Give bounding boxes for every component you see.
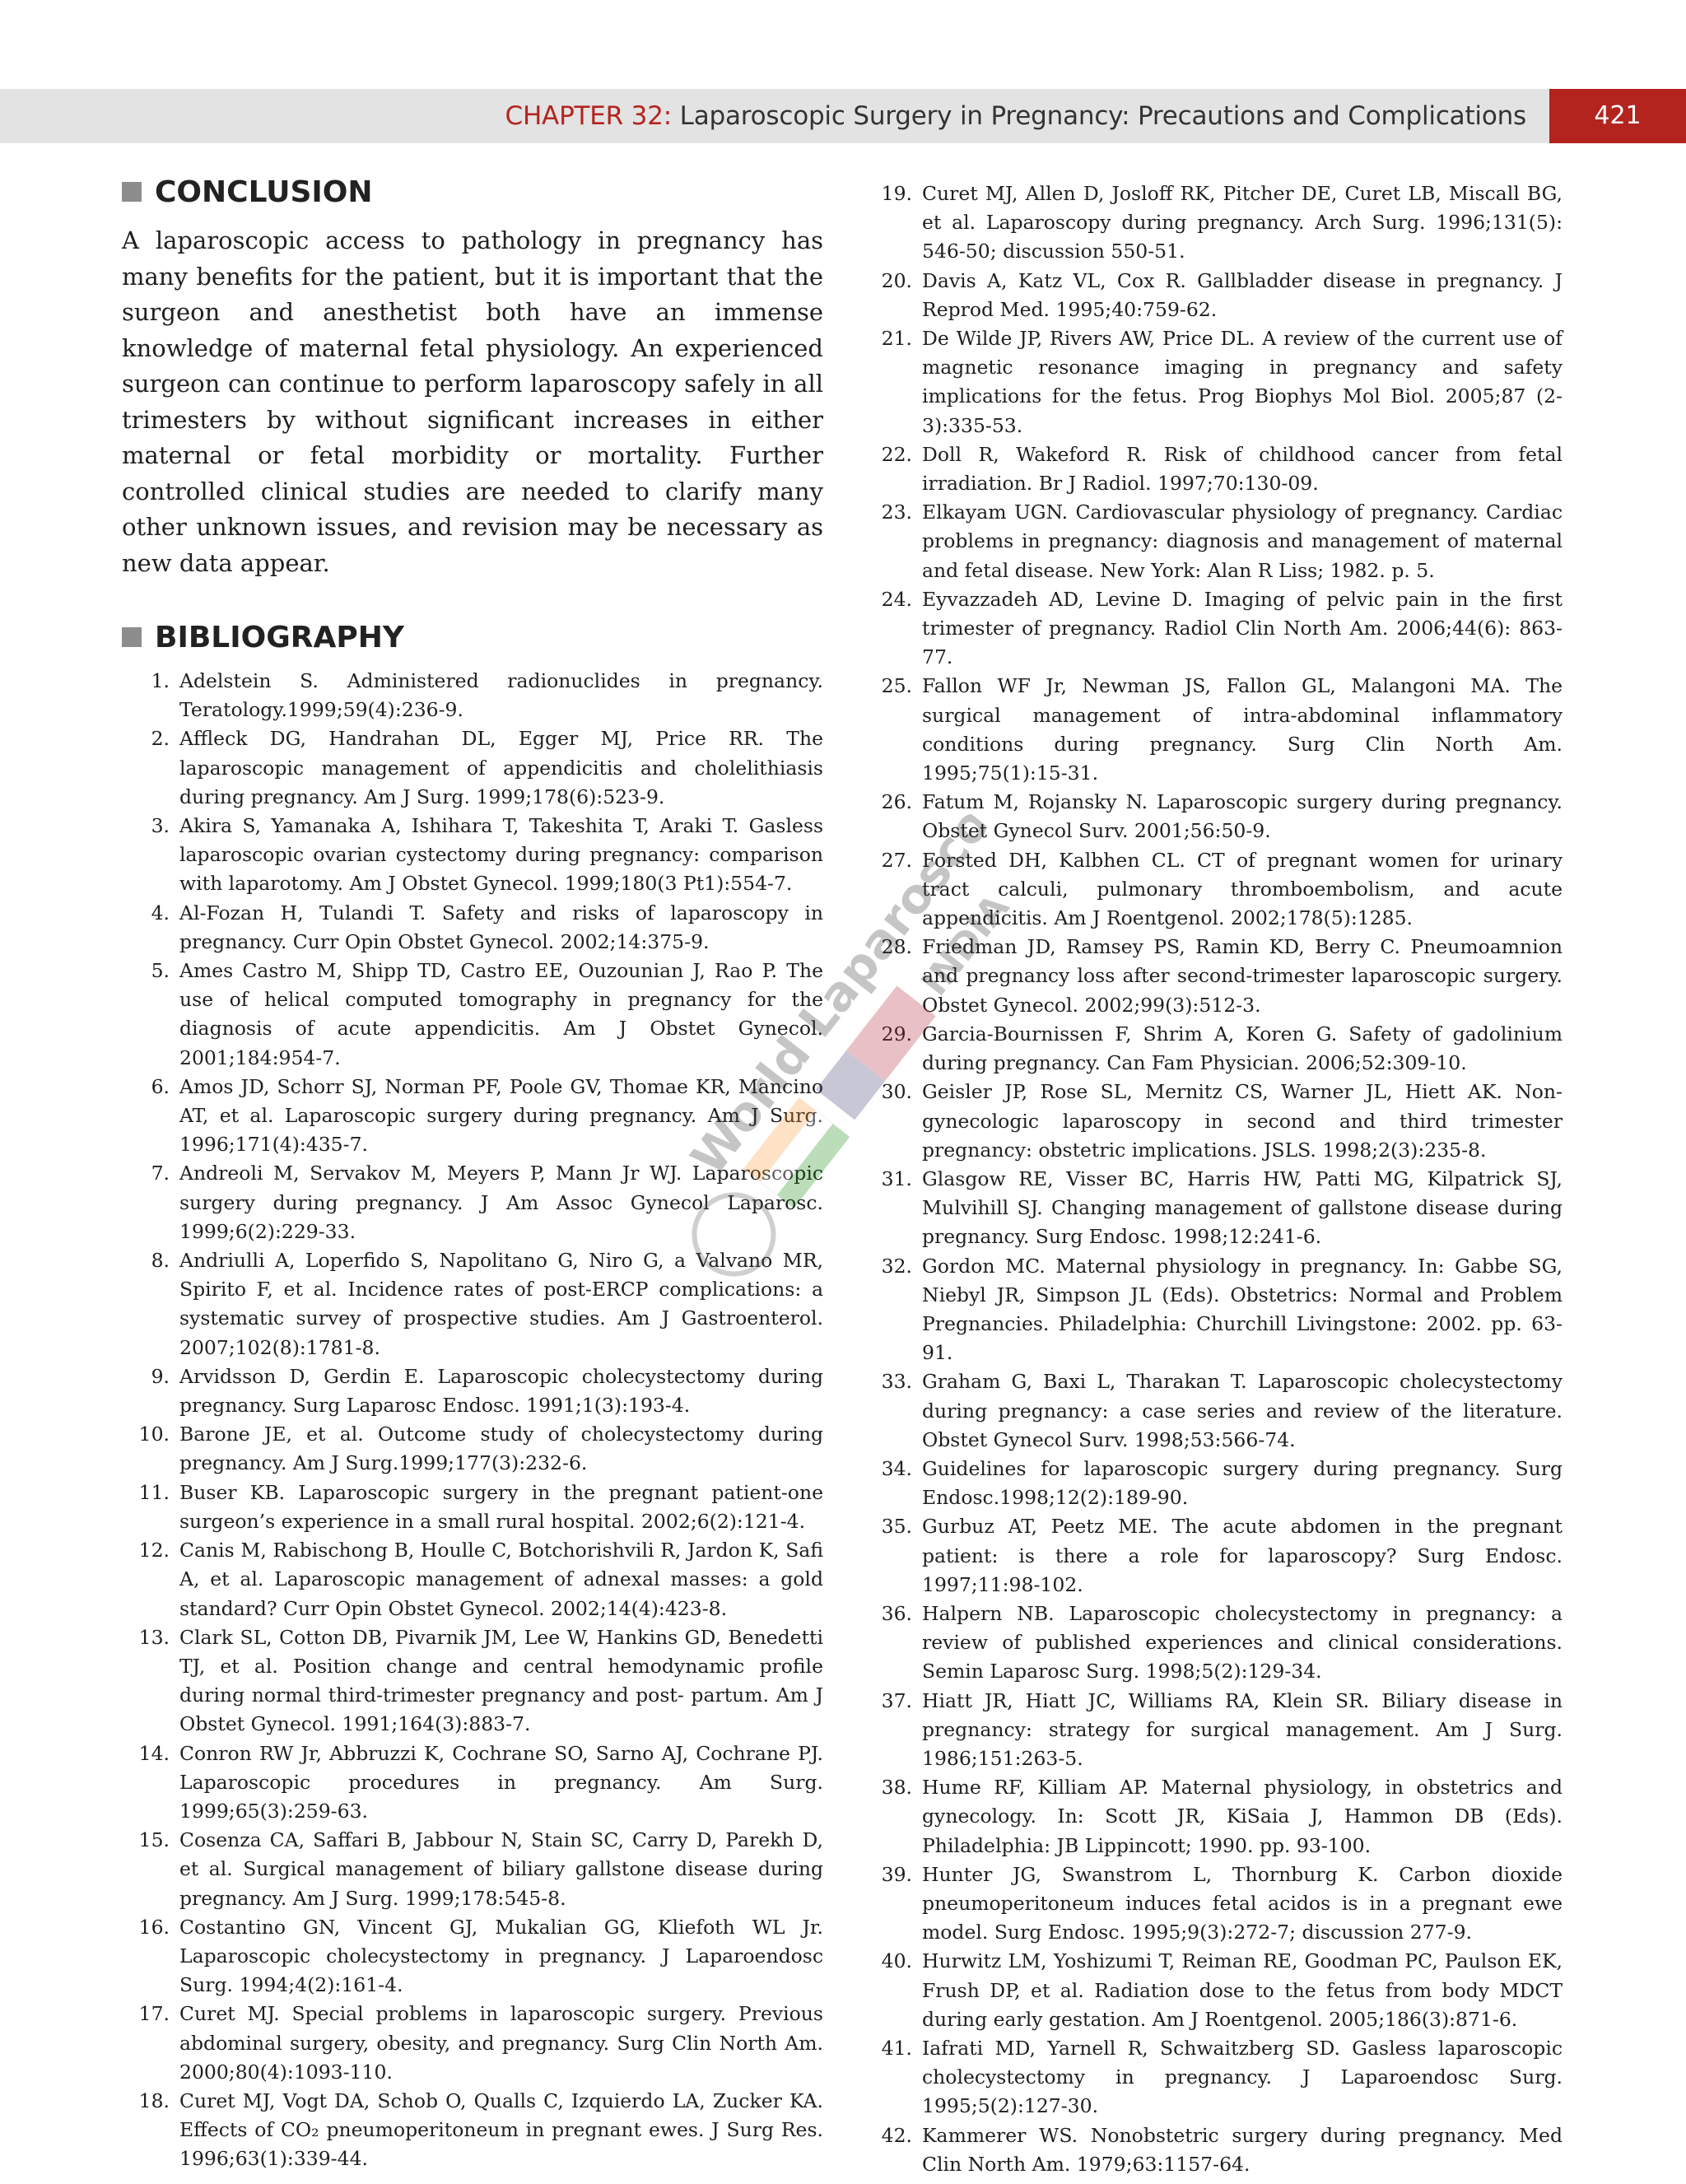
reference-text: Elkayam UGN. Cardiovascular physiology of pregnancy. Cardiac problems in pregnancy: diagnosis and management of maternal and fetal disease. New York: Alan R Liss; 1982. p. 5. bbox=[922, 501, 1563, 582]
reference-number: 18. bbox=[138, 2089, 170, 2112]
reference-number: 20. bbox=[881, 268, 912, 292]
reference-number: 14. bbox=[138, 1741, 170, 1765]
reference-text: Fallon WF Jr, Newman JS, Fallon GL, Malangoni MA. The surgical management of intra-abdominal inflammatory conditions during pregnancy. Surg Clin North Am. 1995;75(1):15-31. bbox=[922, 674, 1563, 785]
reference-text: Glasgow RE, Visser BC, Harris HW, Patti MG, Kilpatrick SJ, Mulvihill SJ. Changing management of gallstone disease during pregnancy. Surg Endosc. 1998;12:241-6. bbox=[922, 1167, 1563, 1249]
reference-number: 9. bbox=[151, 1364, 170, 1388]
heading-square-icon bbox=[122, 627, 142, 647]
conclusion-paragraph: A laparoscopic access to pathology in pregnancy has many benefits for the patient, but it is important that the surgeon and anesthetist both have an immense knowledge of maternal fetal physiology. An experienced surgeon can continue to perform laparoscopy safely in all trimesters by without significant increases in either maternal or fetal morbidity or mortality. Further controlled clinical studies are needed to clarify many other unknown issues, and revision may be necessary as new data appear. bbox=[122, 226, 823, 577]
reference-number: 19. bbox=[881, 182, 912, 205]
reference-item bbox=[122, 724, 823, 812]
reference-number: 28. bbox=[881, 935, 912, 959]
reference-item bbox=[864, 933, 1563, 1020]
reference-number: 5. bbox=[151, 959, 170, 983]
reference-text: Affleck DG, Handrahan DL, Egger MJ, Price RR. The laparoscopic management of appendicitis and cholelithiasis during pregnancy. Am J Surg. 1999;178(6):523-9. bbox=[179, 727, 823, 808]
reference-number: 38. bbox=[881, 1776, 912, 1800]
reference-text: Iafrati MD, Yarnell R, Schwaitzberg SD. Gasless laparoscopic cholecystectomy in pregnancy. J Laparoendosc Surg. 1995;5(2):127-30. bbox=[922, 2037, 1563, 2118]
reference-text: Adelstein S. Administered radionuclides in pregnancy. Teratology.1999;59(4):236-9. bbox=[179, 669, 823, 722]
reference-text: Eyvazzadeh AD, Levine D. Imaging of pelvic pain in the first trimester of pregnancy. Radiol Clin North Am. 2006;44(6): 863-77. bbox=[922, 587, 1563, 669]
reference-item bbox=[122, 1739, 823, 1827]
reference-item bbox=[864, 2121, 1563, 2179]
reference-item bbox=[864, 1600, 1563, 1687]
reference-item bbox=[122, 1826, 823, 1913]
reference-text: Amos JD, Schorr SJ, Norman PF, Poole GV, Thomae KR, Mancino AT, et al. Laparoscopic surgery during pregnancy. Am J Surg. 1996;171(4):435-7. bbox=[179, 1074, 823, 1157]
reference-text: Doll R, Wakeford R. Risk of childhood cancer from fetal irradiation. Br J Radiol. 1997;70:130-09. bbox=[922, 442, 1563, 496]
reference-item bbox=[122, 1536, 823, 1623]
right-column bbox=[864, 173, 1563, 2179]
reference-text: Ames Castro M, Shipp TD, Castro EE, Ouzounian J, Rao P. The use of helical computed tomography in pregnancy for the diagnosis of acute appendicitis. Am J Obstet Gynecol. 2001;184:954-7. bbox=[179, 959, 823, 1069]
reference-number: 16. bbox=[138, 1915, 170, 1939]
reference-item bbox=[122, 899, 823, 957]
reference-text: Costantino GN, Vincent GJ, Mukalian GG, Kliefoth WL Jr. Laparoscopic cholecystectomy in pregnancy. J Laparoendosc Surg. 1994;4(2):161-4. bbox=[179, 1915, 823, 1997]
reference-item bbox=[122, 667, 823, 724]
reference-item bbox=[122, 2000, 823, 2087]
watermark-text: World Laparoscopy bbox=[680, 782, 1041, 1185]
reference-number: 6. bbox=[151, 1074, 170, 1098]
reference-item bbox=[122, 1479, 823, 1536]
reference-text: Forsted DH, Kalbhen CL. CT of pregnant women for urinary tract calculi, pulmonary thromboembolism, and acute appendicitis. Am J Roentgenol. 2002;178(5):1285. bbox=[922, 848, 1563, 930]
reference-item bbox=[122, 2087, 823, 2174]
reference-number: 24. bbox=[881, 587, 912, 611]
reference-number: 22. bbox=[881, 442, 912, 466]
reference-number: 11. bbox=[138, 1480, 170, 1504]
reference-text: Friedman JD, Ramsey PS, Ramin KD, Berry C. Pneumoamnion and pregnancy loss after second-trimester laparoscopic surgery. Obstet Gynecol. 2002;99(3):512-3. bbox=[922, 935, 1563, 1017]
reference-text: Andreoli M, Servakov M, Meyers P, Mann Jr WJ. Laparoscopic surgery during pregnancy. J Am Assoc Gynecol Laparosc. 1999;6(2):229-33. bbox=[179, 1162, 823, 1243]
reference-item bbox=[864, 2034, 1563, 2121]
reference-text: Geisler JP, Rose SL, Mernitz CS, Warner JL, Hiett AK. Non-gynecologic laparoscopy in second and third trimester pregnancy: obstetric implications. JSLS. 1998;2(3):235-8. bbox=[922, 1080, 1563, 1162]
watermark-subtext: INDIA bbox=[913, 887, 1018, 1004]
reference-item bbox=[122, 1420, 823, 1478]
reference-item bbox=[122, 1913, 823, 2000]
reference-item bbox=[864, 1947, 1563, 2034]
reference-text: Arvidsson D, Gerdin E. Laparoscopic cholecystectomy during pregnancy. Surg Laparosc Endosc. 1991;1(3):193-4. bbox=[179, 1364, 823, 1418]
reference-number: 8. bbox=[151, 1249, 170, 1273]
reference-text: Davis A, Katz VL, Cox R. Gallbladder disease in pregnancy. J Reprod Med. 1995;40:759-62. bbox=[922, 268, 1563, 321]
reference-number: 17. bbox=[138, 2002, 170, 2026]
reference-number: 3. bbox=[151, 814, 170, 838]
reference-item bbox=[122, 957, 823, 1073]
reference-text: Akira S, Yamanaka A, Ishihara T, Takeshita T, Araki T. Gasless laparoscopic ovarian cystectomy during pregnancy: comparison with laparotomy. Am J Obstet Gynecol. 1999;180(3 Pt1):554-7. bbox=[179, 814, 823, 896]
reference-text: Halpern NB. Laparoscopic cholecystectomy in pregnancy: a review of published experiences and clinical considerations. Semin Laparosc Surg. 1998;5(2):129-34. bbox=[922, 1601, 1563, 1683]
conclusion-heading-text: CONCLUSION bbox=[155, 175, 373, 209]
reference-number: 29. bbox=[881, 1022, 912, 1045]
chapter-label: CHAPTER 32: bbox=[505, 101, 672, 131]
running-title bbox=[505, 89, 1527, 143]
page-number: 421 bbox=[1549, 89, 1686, 143]
reference-item bbox=[864, 498, 1563, 585]
reference-number: 32. bbox=[881, 1254, 912, 1278]
page-header bbox=[0, 89, 1686, 143]
reference-number: 21. bbox=[881, 327, 912, 351]
reference-item bbox=[122, 1159, 823, 1246]
reference-item bbox=[864, 1165, 1563, 1252]
reference-number: 41. bbox=[881, 2037, 912, 2060]
reference-number: 36. bbox=[881, 1601, 912, 1625]
reference-text: Hurwitz LM, Yoshizumi T, Reiman RE, Goodman PC, Paulson EK, Frush DP, et al. Radiation dose to the fetus from body MDCT during early gestation. Am J Roentgenol. 2005;186(3):871-6. bbox=[922, 1949, 1563, 2031]
reference-text: Kammerer WS. Nonobstetric surgery during pregnancy. Med Clin North Am. 1979;63:1157-64. bbox=[922, 2123, 1563, 2176]
reference-text: Hume RF, Killiam AP. Maternal physiology, in obstetrics and gynecology. In: Scott JR, KiSaia J, Hammon DB (Eds). Philadelphia: JB Lippincott; 1990. pp. 93-100. bbox=[922, 1776, 1563, 1857]
reference-number: 12. bbox=[138, 1539, 170, 1562]
reference-item bbox=[122, 1623, 823, 1739]
reference-text: Gordon MC. Maternal physiology in pregnancy. In: Gabbe SG, Niebyl JR, Simpson JL (Eds). Obstetrics: Normal and Problem Pregnancies. Philadelphia: Churchill Livingstone: 2002. pp. 63-91. bbox=[922, 1254, 1563, 1365]
reference-item bbox=[864, 1687, 1563, 1774]
reference-item bbox=[864, 672, 1563, 788]
reference-text: Hiatt JR, Hiatt JC, Williams RA, Klein SR. Biliary disease in pregnancy: strategy for surgical management. Am J Surg. 1986;151:263-5. bbox=[922, 1688, 1563, 1770]
reference-item bbox=[864, 440, 1563, 498]
reference-text: Graham G, Baxi L, Tharakan T. Laparoscopic cholecystectomy during pregnancy: a case series and review of the literature. Obstet Gynecol Surv. 1998;53:566-74. bbox=[922, 1370, 1563, 1451]
reference-item bbox=[864, 267, 1563, 324]
reference-item bbox=[864, 1020, 1563, 1078]
reference-item bbox=[864, 179, 1563, 267]
reference-number: 30. bbox=[881, 1080, 912, 1104]
chapter-title: Laparoscopic Surgery in Pregnancy: Precautions and Complications bbox=[671, 101, 1526, 131]
reference-number: 39. bbox=[881, 1862, 912, 1886]
reference-list-left bbox=[122, 667, 823, 2174]
reference-number: 1. bbox=[151, 669, 170, 692]
reference-item bbox=[864, 1367, 1563, 1455]
reference-item bbox=[864, 1773, 1563, 1860]
reference-item bbox=[122, 1246, 823, 1362]
reference-item bbox=[864, 1252, 1563, 1368]
reference-text: Curet MJ, Vogt DA, Schob O, Qualls C, Izquierdo LA, Zucker KA. Effects of CO₂ pneumoperitoneum in pregnant ewes. J Surg Res. 1996;63(1):339-44. bbox=[179, 2089, 823, 2171]
reference-number: 40. bbox=[881, 1949, 912, 1973]
reference-number: 34. bbox=[881, 1456, 912, 1480]
reference-text: Al-Fozan H, Tulandi T. Safety and risks of laparoscopy in pregnancy. Curr Opin Obstet Gynecol. 2002;14:375-9. bbox=[179, 901, 823, 953]
reference-number: 25. bbox=[881, 674, 912, 698]
reference-text: Andriulli A, Loperfido S, Napolitano G, Niro G, a Valvano MR, Spirito F, et al. Incidence rates of post-ERCP complications: a systematic survey of prospective studies. Am J Gastroenterol. 2007;102(8):1781-8. bbox=[179, 1249, 823, 1359]
reference-number: 15. bbox=[138, 1828, 170, 1852]
reference-item bbox=[122, 812, 823, 899]
bibliography-heading bbox=[122, 614, 823, 660]
reference-item bbox=[864, 1860, 1563, 1948]
reference-text: Fatum M, Rojansky N. Laparoscopic surgery during pregnancy. Obstet Gynecol Surv. 2001;56:50-9. bbox=[922, 790, 1563, 843]
reference-text: Guidelines for laparoscopic surgery during pregnancy. Surg Endosc.1998;12(2):189-90. bbox=[922, 1456, 1563, 1510]
conclusion-heading bbox=[122, 169, 823, 215]
reference-number: 13. bbox=[138, 1625, 170, 1649]
reference-item bbox=[864, 846, 1563, 934]
reference-number: 37. bbox=[881, 1688, 912, 1712]
bibliography-heading-text: BIBLIOGRAPHY bbox=[155, 620, 404, 654]
reference-number: 27. bbox=[881, 848, 912, 872]
reference-list-right bbox=[864, 179, 1563, 2179]
reference-text: Gurbuz AT, Peetz ME. The acute abdomen in the pregnant patient: is there a role for laparoscopy? Surg Endosc. 1997;11:98-102. bbox=[922, 1515, 1563, 1596]
reference-text: Cosenza CA, Saffari B, Jabbour N, Stain SC, Carry D, Parekh D, et al. Surgical management of biliary gallstone disease during pregnancy. Am J Surg. 1999;178:545-8. bbox=[179, 1828, 823, 1910]
reference-item bbox=[864, 585, 1563, 673]
reference-number: 26. bbox=[881, 790, 912, 814]
reference-item bbox=[122, 1073, 823, 1160]
reference-number: 42. bbox=[881, 2123, 912, 2147]
reference-text: Canis M, Rabischong B, Houlle C, Botchorishvili R, Jardon K, Safi A, et al. Laparoscopic management of adnexal masses: a gold standard? Curr Opin Obstet Gynecol. 2002;14(4):423-8. bbox=[179, 1539, 823, 1620]
reference-text: Conron RW Jr, Abbruzzi K, Cochrane SO, Sarno AJ, Cochrane PJ. Laparoscopic procedures in pregnancy. Am Surg. 1999;65(3):259-63. bbox=[179, 1741, 823, 1823]
left-column bbox=[122, 169, 823, 2174]
reference-text: Curet MJ, Allen D, Josloff RK, Pitcher DE, Curet LB, Miscall BG, et al. Laparoscopy during pregnancy. Arch Surg. 1996;131(5): 546-50; discussion 550-51. bbox=[922, 182, 1563, 263]
reference-text: Curet MJ. Special problems in laparoscopic surgery. Previous abdominal surgery, obesity, and pregnancy. Surg Clin North Am. 2000;80(4):1093-110. bbox=[179, 2002, 823, 2084]
reference-text: Hunter JG, Swanstrom L, Thornburg K. Carbon dioxide pneumoperitoneum induces fetal acidos is in a pregnant ewe model. Surg Endosc. 1995;9(3):272-7; discussion 277-9. bbox=[922, 1862, 1563, 1944]
reference-number: 2. bbox=[151, 727, 170, 751]
reference-number: 23. bbox=[881, 501, 912, 524]
reference-text: Barone JE, et al. Outcome study of cholecystectomy during pregnancy. Am J Surg.1999;177(3):232-6. bbox=[179, 1423, 823, 1475]
reference-text: Garcia-Bournissen F, Shrim A, Koren G. Safety of gadolinium during pregnancy. Can Fam Physician. 2006;52:309-10. bbox=[922, 1022, 1563, 1075]
reference-item bbox=[864, 1455, 1563, 1512]
reference-text: De Wilde JP, Rivers AW, Price DL. A review of the current use of magnetic resonance imaging in pregnancy and safety implications for the fetus. Prog Biophys Mol Biol. 2005;87 (2-3):335-53. bbox=[922, 327, 1563, 437]
reference-number: 7. bbox=[151, 1162, 170, 1185]
reference-item bbox=[864, 1512, 1563, 1600]
reference-item bbox=[864, 788, 1563, 845]
reference-item bbox=[122, 1362, 823, 1420]
reference-item bbox=[864, 1078, 1563, 1165]
reference-text: Buser KB. Laparoscopic surgery in the pregnant patient-one surgeon’s experience in a small rural hospital. 2002;6(2):121-4. bbox=[179, 1480, 823, 1533]
reference-number: 4. bbox=[151, 901, 170, 924]
reference-text: Clark SL, Cotton DB, Pivarnik JM, Lee W, Hankins GD, Benedetti TJ, et al. Position change and central hemodynamic profile during normal third-trimester pregnancy and post- partum. Am J Obstet Gynecol. 1991;164(3):883-7. bbox=[179, 1625, 823, 1736]
reference-item bbox=[864, 324, 1563, 440]
reference-number: 10. bbox=[138, 1423, 170, 1446]
heading-square-icon bbox=[122, 182, 142, 202]
reference-number: 33. bbox=[881, 1370, 912, 1394]
reference-number: 35. bbox=[881, 1515, 912, 1539]
reference-number: 31. bbox=[881, 1167, 912, 1190]
